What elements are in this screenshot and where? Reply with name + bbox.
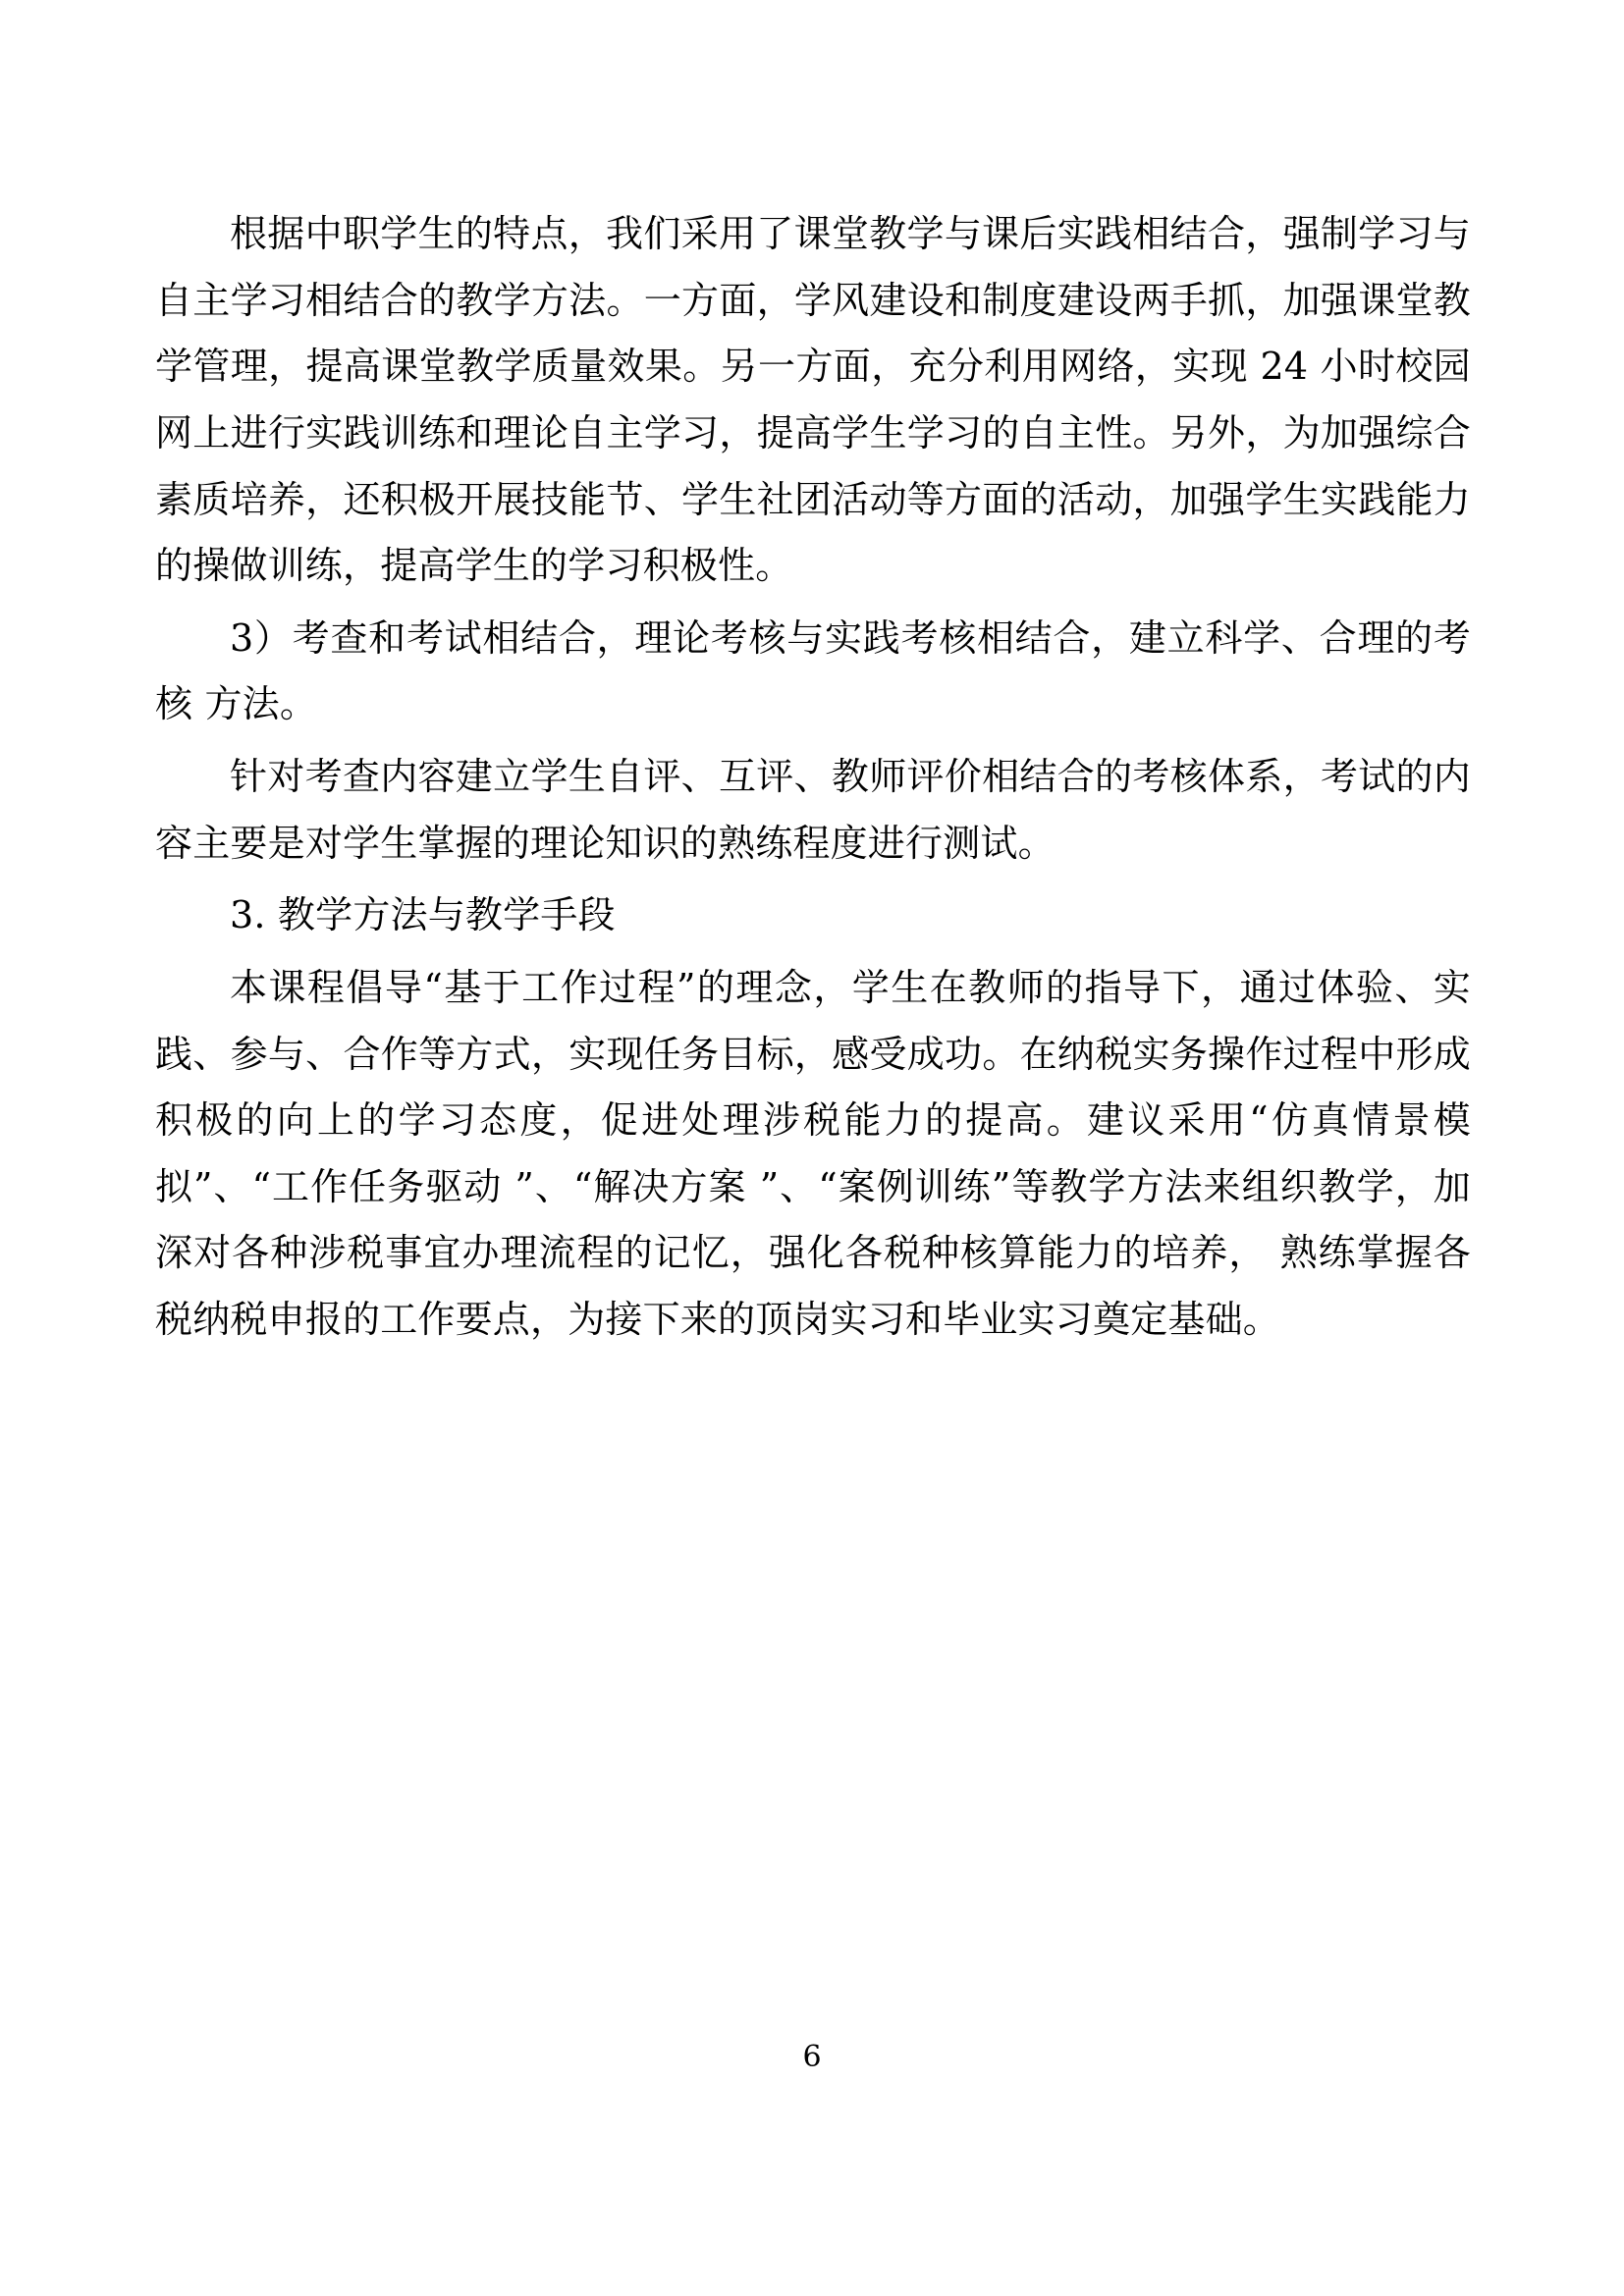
paragraph-assessment-detail: 针对考查内容建立学生自评、互评、教师评价相结合的考核体系，考试的内容主要是对学生掌握的理论知识的熟练程度进行测试。: [155, 755, 1471, 865]
paragraph-teaching-methods: 根据中职学生的特点，我们采用了课堂教学与课后实践相结合，强制学习与自主学习相结合的教学方法。一方面，学风建设和制度建设两手抓，加强课堂教学管理，提高课堂教学质量效果。另一方面，充分利用网络，实现 24 小时校园网上进行实践训练和理论自主学习，提高学生学习的自主性。另外，为加强综合素质培养，还积极开展技能节、学生社团活动等方面的活动，加强学生实践能力的操做训练，提高学生的学习积极性。: [155, 212, 1471, 588]
page-number: 6: [802, 2040, 822, 2074]
section-heading-3: 3. 教学方法与教学手段: [230, 893, 616, 937]
paragraph-course-philosophy: 本课程倡导“基于工作过程”的理念，学生在教师的指导下，通过体验、实践、参与、合作等方式，实现任务目标，感受成功。在纳税实务操作过程中形成积极的向上的学习态度，促进处理涉税能力的提高。建议采用“仿真情景模拟”、“工作任务驱动 ”、“解决方案 ”、“案例训练”等教学方法来组织教学，加深对各种涉税事宜办理流程的记忆，强化各税种核算能力的培养， 熟练掌握各税纳税申报的工作要点，为接下来的顶岗实习和毕业实习奠定基础。: [155, 965, 1471, 1341]
paragraph-assessment-heading: 3）考查和考试相结合，理论考核与实践考核相结合，建立科学、合理的考核 方法。: [155, 615, 1471, 726]
page-body: [155, 201, 1471, 1360]
